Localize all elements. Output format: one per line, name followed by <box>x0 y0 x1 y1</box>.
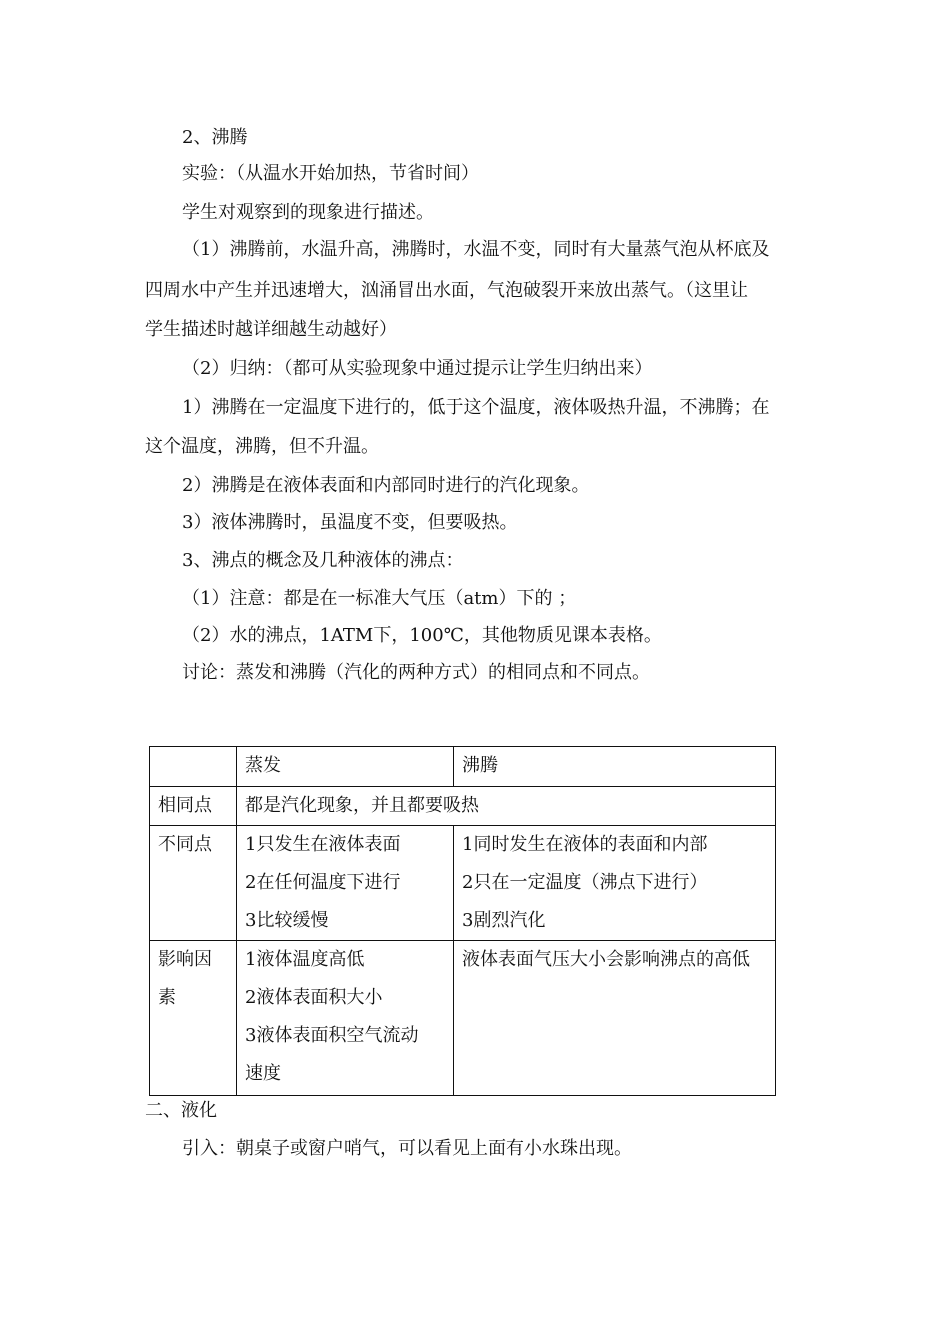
paragraph: （1）沸腾前，水温升高，沸腾时，水温不变，同时有大量蒸气泡从杯底及 <box>182 239 770 260</box>
paragraph: 学生描述时越详细越生动越好） <box>145 319 397 340</box>
comparison-table <box>149 746 776 1096</box>
table-cell <box>237 826 454 941</box>
row-label-same: 相同点 <box>158 795 212 816</box>
paragraph: （2）归纳：（都可从实验现象中通过提示让学生归纳出来） <box>182 358 653 379</box>
diff-evap-item: 3比较缓慢 <box>245 910 329 931</box>
diff-evap-item: 2在任何温度下进行 <box>245 872 401 893</box>
table-cell <box>150 941 237 1096</box>
paragraph: （2）水的沸点，1ATM下，100℃，其他物质见课本表格。 <box>182 625 662 646</box>
table-cell <box>454 747 776 787</box>
diff-boil-item: 3剧烈汽化 <box>462 910 546 931</box>
table-cell <box>454 826 776 941</box>
table-cell <box>150 826 237 941</box>
table-cell <box>237 941 454 1096</box>
row-label-different: 不同点 <box>158 834 212 855</box>
paragraph: 2）沸腾是在液体表面和内部同时进行的汽化现象。 <box>182 475 590 496</box>
paragraph: 这个温度，沸腾，但不升温。 <box>145 436 379 457</box>
section-heading-boiling-point: 3、沸点的概念及几种液体的沸点： <box>182 550 464 571</box>
table-cell <box>237 787 776 826</box>
diff-boil-item: 1同时发生在液体的表面和内部 <box>462 834 708 855</box>
paragraph: 讨论：蒸发和沸腾（汽化的两种方式）的相同点和不同点。 <box>182 662 650 683</box>
experiment-line: 实验：（从温水开始加热，节省时间） <box>182 163 479 184</box>
section-heading-boiling: 2、沸腾 <box>182 127 248 148</box>
table-cell <box>454 941 776 1096</box>
paragraph: （1）注意：都是在一标准大气压（atm）下的 ； <box>182 588 577 609</box>
table-row <box>150 747 776 787</box>
factor-evap-item: 3液体表面积空气流动速度 <box>245 1025 419 1084</box>
diff-evap-item: 1只发生在液体表面 <box>245 834 401 855</box>
paragraph: 四周水中产生并迅速增大，汹涌冒出水面，气泡破裂开来放出蒸气。（这里让 <box>145 280 748 301</box>
column-header-boiling: 沸腾 <box>462 755 498 776</box>
same-text: 都是汽化现象，并且都要吸热 <box>245 795 479 816</box>
paragraph: 引入：朝桌子或窗户哨气，可以看见上面有小水珠出现。 <box>182 1138 632 1159</box>
factor-evap-item: 2液体表面积大小 <box>245 987 383 1008</box>
table-cell <box>150 787 237 826</box>
factor-evap-item: 1液体温度高低 <box>245 949 365 970</box>
column-header-evaporation: 蒸发 <box>245 755 281 776</box>
paragraph: 学生对观察到的现象进行描述。 <box>182 202 434 223</box>
paragraph: 3）液体沸腾时，虽温度不变，但要吸热。 <box>182 512 518 533</box>
diff-boil-item: 2只在一定温度（沸点下进行） <box>462 872 708 893</box>
table-row <box>150 787 776 826</box>
paragraph: 1）沸腾在一定温度下进行的，低于这个温度，液体吸热升温，不沸腾；在 <box>182 397 770 418</box>
section-heading-liquefaction: 二、液化 <box>145 1100 217 1121</box>
table-row <box>150 941 776 1096</box>
table-row <box>150 826 776 941</box>
row-label-factors: 影响因素 <box>158 949 212 1008</box>
table-cell <box>150 747 237 787</box>
factor-boil-text: 液体表面气压大小会影响沸点的高低 <box>462 949 750 970</box>
table-cell <box>237 747 454 787</box>
